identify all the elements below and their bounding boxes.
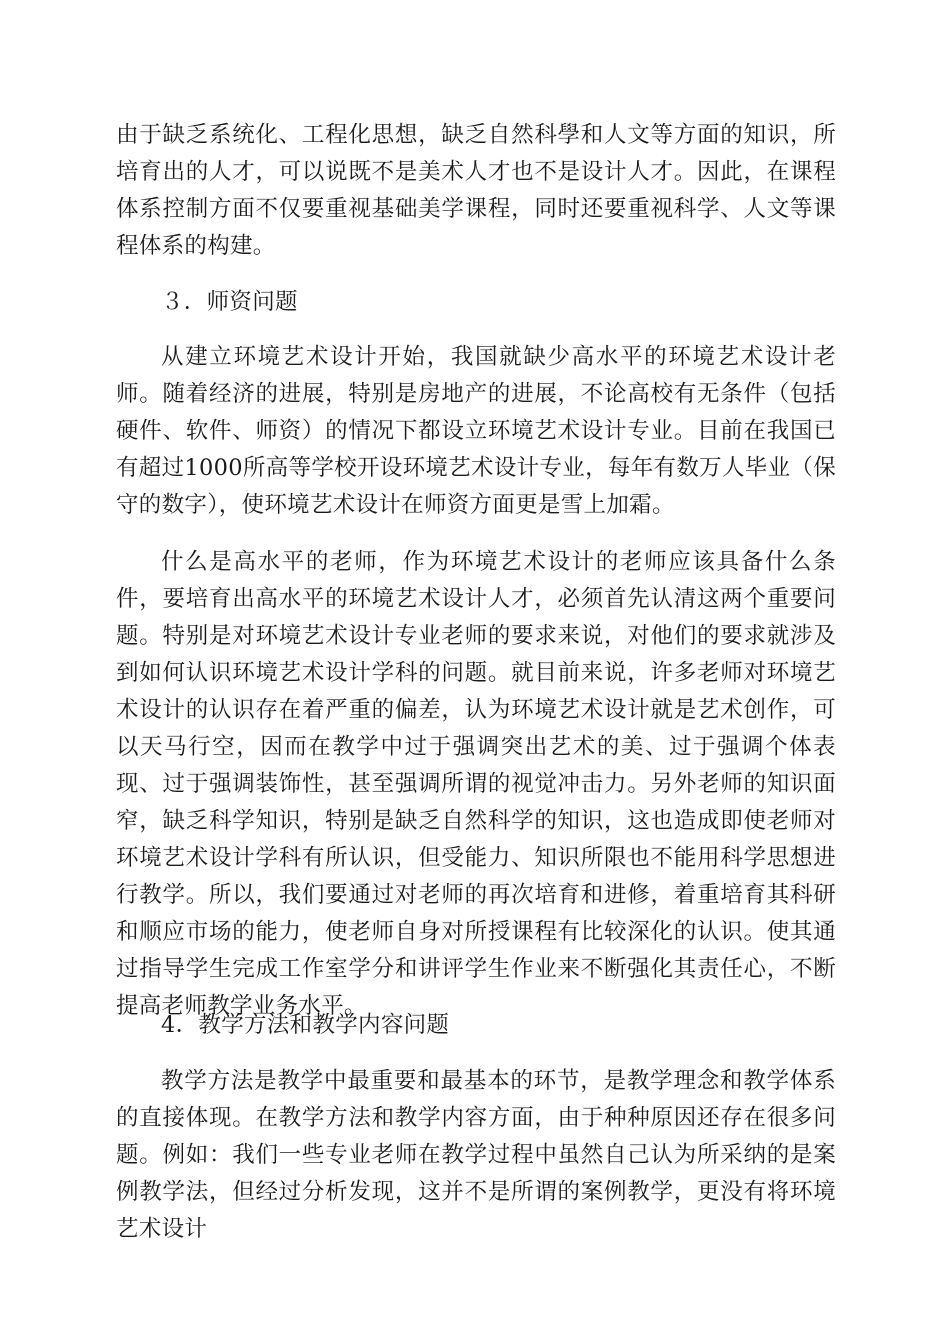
paragraph-teaching-methods: 教学方法是教学中最重要和最基本的环节，是教学理念和教学体系的直接体现。在教学方法和教学内容方面，由于种种原因还存在很多问题。例如：我们一些专业老师在教学过程中虽然自己认为所采纳的是案例教学法，但经过分析发现，这并不是所谓的案例教学，更没有将环境艺术设计 [116, 1068, 836, 1242]
paragraph-teacher-quality: 什么是高水平的老师，作为环境艺术设计的老师应该具备什么条件，要培育出高水平的环境艺术设计人才，必须首先认清这两个重要问题。特别是对环境艺术设计专业老师的要求来说，对他们的要求就涉及到如何认识环境艺术设计学科的问题。就目前来说，许多老师对环境艺术设计的认识存在着严重的偏差，认为环境艺术设计就是艺术创作，可以天马行空，因而在教学中过于强调突出艺术的美、过于强调个体表现、过于强调装饰性，甚至强调所谓的视觉冲击力。另外老师的知识面窄，缺乏科学知识，特别是缺乏自然科学的知识，这也造成即使老师对环境艺术设计学科有所认识，但受能力、知识所限也不能用科学思想进行教学。所以，我们要通过对老师的再次培育和进修，着重培育其科研和顺应市场的能力，使老师自身对所授课程有比较深化的认识。使其通过指导学生完成工作室学分和讲评学生作业来不断强化其责任心，不断提高老师教学业务水平。 [116, 549, 836, 1019]
paragraph-faculty-shortage: 从建立环境艺术设计开始，我国就缺少高水平的环境艺术设计老师。随着经济的进展，特别是房地产的进展，不论高校有无条件（包括硬件、软件、师资）的情况下都设立环境艺术设计专业。目前在我国已有超过1000所高等学校开设环境艺术设计专业，每年有数万人毕业（保守的数字），使环境艺术设计在师资方面更是雪上加霜。 [116, 344, 836, 518]
section-heading-teaching-methods: 4．教学方法和教学内容问题 [161, 1012, 450, 1038]
paragraph-curriculum-conclusion: 由于缺乏系统化、工程化思想，缺乏自然科學和人文等方面的知识，所培育出的人才，可以说既不是美术人才也不是设计人才。因此，在课程体系控制方面不仅要重视基础美学课程，同时还要重视科学、人文等课程体系的构建。 [116, 122, 836, 259]
section-heading-faculty: ３．师资问题 [161, 289, 298, 315]
